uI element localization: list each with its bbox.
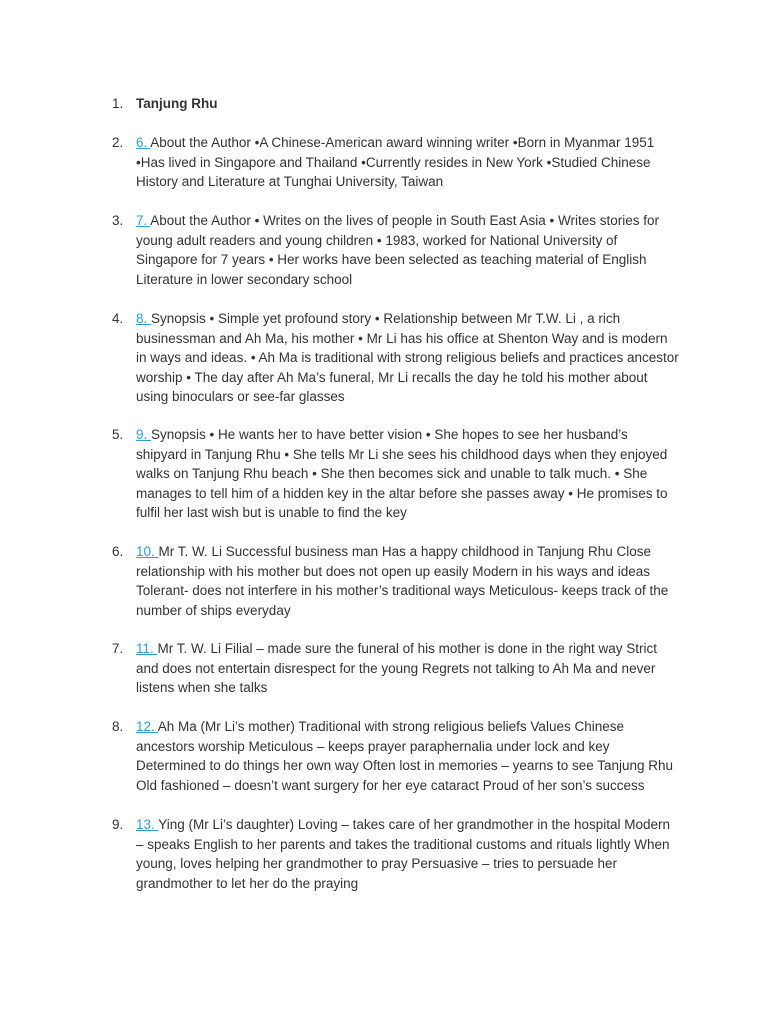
list-number: 3. — [112, 213, 124, 228]
list-number: 1. — [112, 96, 124, 111]
slide-link-12[interactable]: 12. — [136, 719, 158, 734]
list-item-text — [136, 425, 681, 523]
list-number: 2. — [112, 135, 124, 150]
slide-link-9[interactable]: 9. — [136, 427, 152, 442]
list-item-text — [136, 639, 681, 698]
list-item-text — [136, 211, 681, 289]
item-body: Mr T. W. Li Successful business man Has a happy childhood in Tanjung Rhu Close relationship with his mother but does not open up easily Modern in his ways and ideas Tolerant- does not interfere in his mother’s traditional ways Meticulous- keeps track of the number of ships everyday — [136, 544, 669, 618]
list-number: 9. — [112, 817, 124, 832]
list-number: 6. — [112, 544, 124, 559]
list-number: 5. — [112, 427, 124, 442]
slide-link-8[interactable]: 8. — [136, 311, 152, 326]
slide-link-13[interactable]: 13. — [136, 817, 159, 832]
item-body: About the Author •A Chinese-American award winning writer •Born in Myanmar 1951 •Has lived in Singapore and Thailand •Currently resides in New York •Studied Chinese History and Literature at Tunghai University, Taiwan — [136, 135, 655, 190]
item-body: Synopsis • Simple yet profound story • Relationship between Mr T.W. Li , a rich businessman and Ah Ma, his mother • Mr Li has his office at Shenton Way and is modern in ways and ideas. • Ah Ma is traditional with strong religious beliefs and practices ancestor worship • The day after Ah Ma’s funeral, Mr Li recalls the day he told his mother about using binoculars or see-far glasses — [136, 311, 679, 405]
slide-link-11[interactable]: 11. — [136, 641, 158, 656]
slide-link-6[interactable]: 6. — [136, 135, 151, 150]
item-body: Ying (Mr Li’s daughter) Loving – takes care of her grandmother in the hospital Modern – speaks English to her parents and takes the traditional customs and rituals lightly When young, loves helping her grandmother to pray Persuasive – tries to persuade her grandmother to let her do the praying — [136, 817, 671, 891]
list-number: 7. — [112, 641, 124, 656]
list-number: 4. — [112, 311, 124, 326]
list-item-text — [136, 133, 681, 192]
list-item-text — [136, 309, 681, 407]
list-number: 8. — [112, 719, 124, 734]
item-body: Mr T. W. Li Filial – made sure the funeral of his mother is done in the right way Strict and does not entertain disrespect for the young Regrets not talking to Ah Ma and never listens when she talks — [136, 641, 657, 696]
list-item-text — [136, 717, 681, 795]
item-body: Synopsis • He wants her to have better vision • She hopes to see her husband’s shipyard in Tanjung Rhu • She tells Mr Li she sees his childhood days when they enjoyed walks on Tanjung Rhu beach • She then becomes sick and unable to talk much. • She manages to tell him of a hidden key in the altar before she passes away • He promises to fulfil her last wish but is unable to find the key — [136, 427, 668, 521]
item-body: Ah Ma (Mr Li’s mother) Traditional with strong religious beliefs Values Chinese ancestors worship Meticulous – keeps prayer paraphernalia under lock and key Determined to do things her own way Often lost in memories – yearns to see Tanjung Rhu Old fashioned – doesn’t want surgery for her eye cataract Proud of her son’s success — [136, 719, 674, 793]
item-body: About the Author • Writes on the lives of people in South East Asia • Writes stories for young adult readers and young children • 1983, worked for National University of Singapore for 7 years • Her works have been selected as teaching material of English Literature in lower secondary school — [136, 213, 659, 287]
slide-link-7[interactable]: 7. — [136, 213, 151, 228]
slide-link-10[interactable]: 10. — [136, 544, 159, 559]
list-item-text — [136, 542, 681, 620]
list-item-text — [136, 815, 681, 893]
document-title: Tanjung Rhu — [136, 96, 218, 111]
